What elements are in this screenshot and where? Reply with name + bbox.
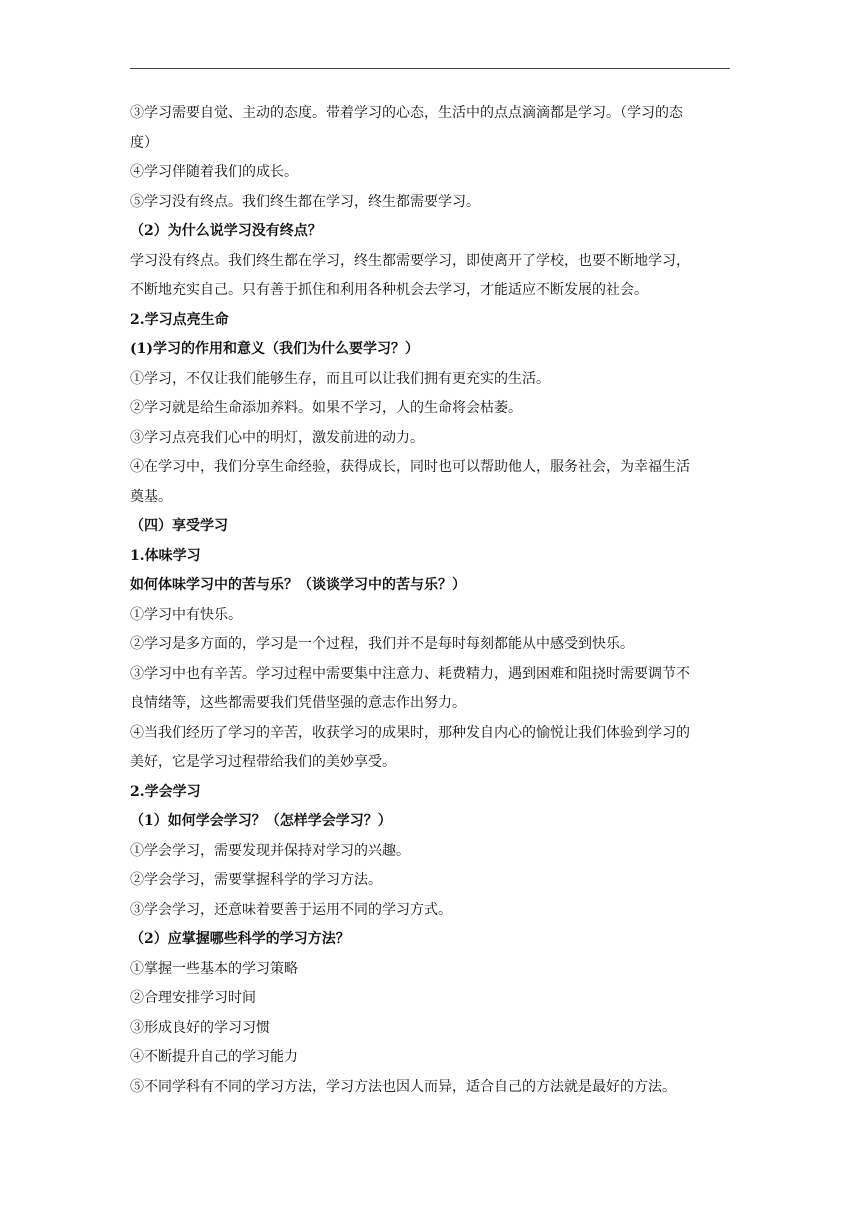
text-line: ①学会学习，需要发现并保持对学习的兴趣。 <box>130 842 410 859</box>
text-line: ④不断提升自己的学习能力 <box>130 1049 298 1065</box>
text-line: 美好，它是学习过程带给我们的美妙享受。 <box>130 754 396 770</box>
section-heading: （1）如何学会学习？（怎样学会学习？） <box>130 813 392 829</box>
text-line: ①学习，不仅让我们能够生存，而且可以让我们拥有更充实的生活。 <box>130 370 550 387</box>
text-line: 学习没有终点。我们终生都在学习，终生都需要学习，即使离开了学校，也要不断地学习， <box>130 252 690 269</box>
text-line: ②合理安排学习时间 <box>130 990 256 1006</box>
section-heading: 1.体味学习 <box>130 547 201 564</box>
header-rule <box>130 68 730 69</box>
text-line: ③学习点亮我们心中的明灯，激发前进的动力。 <box>130 429 424 446</box>
text-line: ⑤学习没有终点。我们终生都在学习，终生都需要学习。 <box>130 193 480 210</box>
text-line: ④在学习中，我们分享生命经验，获得成长，同时也可以帮助他人，服务社会，为幸福生活 <box>130 459 690 475</box>
text-line: 奠基。 <box>130 488 172 505</box>
text-line: 度） <box>130 134 158 151</box>
text-line: ③学会学习，还意味着要善于运用不同的学习方式。 <box>130 901 452 918</box>
text-line: ①学习中有快乐。 <box>130 606 242 623</box>
text-line: ④学习伴随着我们的成长。 <box>130 164 298 180</box>
text-line: ②学会学习，需要掌握科学的学习方法。 <box>130 872 382 888</box>
text-line: 良情绪等，这些都需要我们凭借坚强的意志作出努力。 <box>130 695 466 711</box>
text-line: ②学习是多方面的，学习是一个过程，我们并不是每时每刻都能从中感受到快乐。 <box>130 636 634 652</box>
text-line: ⑤不同学科有不同的学习方法，学习方法也因人而异，适合自己的方法就是最好的方法。 <box>130 1078 676 1095</box>
section-heading: （2）应掌握哪些科学的学习方法？ <box>130 931 350 947</box>
document-body <box>130 99 731 1102</box>
section-heading: (1)学习的作用和意义（我们为什么要学习？） <box>130 341 419 357</box>
text-line: ②学习就是给生命添加养料。如果不学习，人的生命将会枯萎。 <box>130 400 522 416</box>
section-heading: （2）为什么说学习没有终点？ <box>130 223 322 239</box>
section-heading: 如何体味学习中的苦与乐？（谈谈学习中的苦与乐？） <box>130 577 466 593</box>
section-heading: （四）享受学习 <box>130 518 228 534</box>
text-line: ④当我们经历了学习的辛苦，收获学习的成果时，那种发自内心的愉悦让我们体验到学习的 <box>130 724 690 741</box>
section-heading: 2.学习点亮生命 <box>130 311 229 328</box>
text-line: 不断地充实自己。只有善于抓住和利用各种机会去学习，才能适应不断发展的社会。 <box>130 282 648 298</box>
text-line: ③学习中也有辛苦。学习过程中需要集中注意力、耗费精力，遇到困难和阻挠时需要调节不 <box>130 665 690 682</box>
text-line: ③学习需要自觉、主动的态度。带着学习的心态，生活中的点点滴滴都是学习。（学习的态 <box>130 105 683 121</box>
section-heading: 2.学会学习 <box>130 783 201 800</box>
text-line: ①掌握一些基本的学习策略 <box>130 960 298 977</box>
text-line: ③形成良好的学习习惯 <box>130 1019 270 1036</box>
